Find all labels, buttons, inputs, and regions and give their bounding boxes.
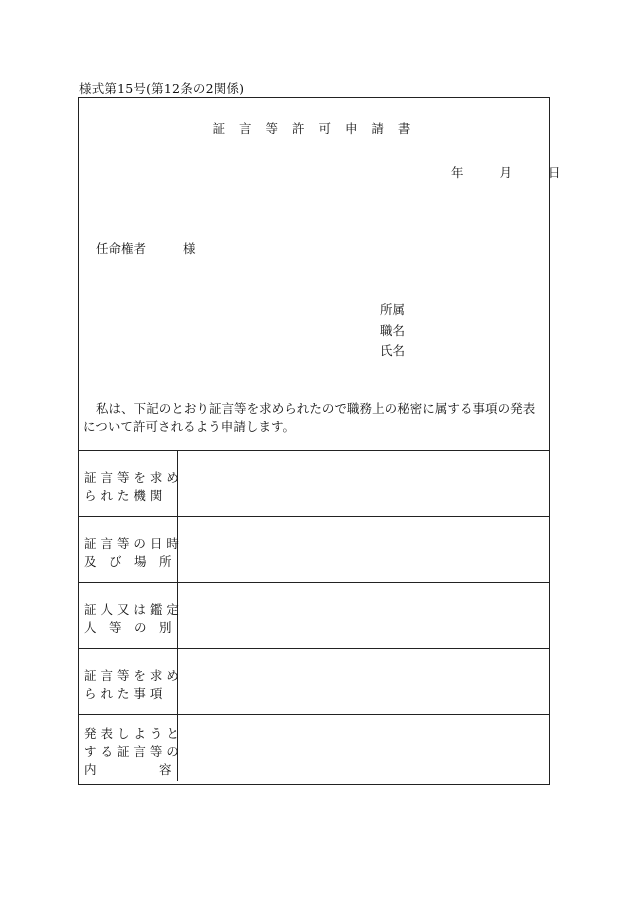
row-label-line: ら れ た 事 項: [84, 686, 163, 701]
row-label-line: 証 言 等 を 求 め: [84, 470, 179, 485]
datetime-place-field[interactable]: [178, 517, 549, 582]
row-label-line: 及 び 場 所: [84, 554, 172, 569]
table-row: [79, 648, 549, 714]
witness-type-field[interactable]: [178, 583, 549, 648]
applicant-block: [380, 300, 405, 362]
date-month: 月: [499, 165, 512, 180]
table-row: [79, 516, 549, 582]
content-field[interactable]: [178, 715, 549, 781]
request-statement: 私は、下記のとおり証言等を求められたので職務上の秘密に属する事項の発表について許可されるよう申請します。: [83, 401, 536, 434]
row-label-witness-type: [79, 583, 178, 648]
applicant-name-label: 氏名: [380, 343, 406, 358]
addressee-name: 任命権者: [96, 241, 147, 256]
application-form: [78, 97, 561, 785]
institution-field[interactable]: [178, 451, 549, 516]
applicant-position-label: 職名: [380, 322, 406, 338]
table-row: [79, 714, 549, 781]
details-table: [79, 450, 549, 781]
row-label-line: 証 言 等 を 求 め: [84, 668, 179, 683]
form-title: 証 言 等 許 可 申 請 書: [212, 121, 416, 136]
row-label-content: [79, 715, 178, 781]
row-label-line: 証 人 又 は 鑑 定: [84, 602, 179, 617]
row-label-line: 人 等 の 別: [84, 620, 172, 635]
table-row: [79, 450, 549, 516]
row-label-line: 証 言 等 の 日 時: [84, 536, 179, 551]
applicant-affiliation-label: 所属: [380, 302, 406, 317]
addressee: [96, 239, 196, 257]
row-label-line: 発 表 し よ う と: [84, 726, 179, 741]
row-label-line: す る 証 言 等 の: [84, 744, 179, 759]
date-year: 年: [451, 165, 464, 180]
row-label-datetime-place: [79, 517, 178, 582]
date-line: [451, 163, 560, 181]
row-label-line: ら れ た 機 関: [84, 488, 163, 503]
form-number-label: 様式第15号(第12条の2関係): [79, 81, 245, 96]
table-row: [79, 582, 549, 648]
matters-field[interactable]: [178, 649, 549, 714]
row-label-institution: [79, 451, 178, 516]
date-day: 日: [547, 165, 561, 180]
row-label-line: 内 容: [84, 762, 172, 777]
addressee-honorific: 様: [183, 241, 196, 256]
row-label-matters: [79, 649, 178, 714]
